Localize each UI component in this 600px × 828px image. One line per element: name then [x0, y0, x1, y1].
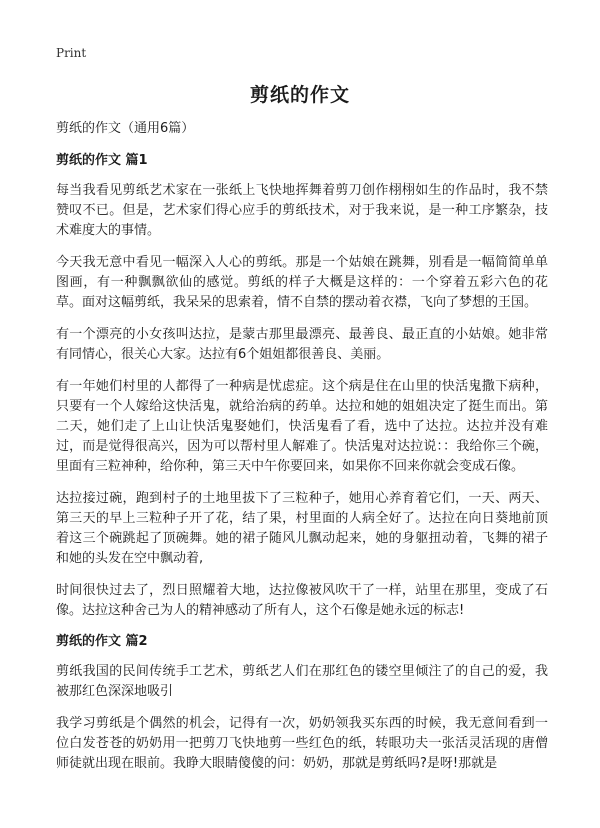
section-heading: 剪纸的作文 篇1 — [56, 153, 148, 168]
paragraph: 我学习剪纸是个偶然的机会，记得有一次，奶奶领我买东西的时候，我无意间看到一位白发苍苍的奶奶用一把剪刀飞快地剪一些红色的纸，转眼功夫一张活灵活现的唐僧师徒就出现在眼前。我睁大眼睛傻傻的问：奶奶，那就是剪纸吗?是呀!那就是 — [56, 716, 548, 771]
section-1 — [56, 152, 548, 621]
section-2 — [56, 633, 548, 774]
paragraph: 时间很快过去了，烈日照耀着大地，达拉像被风吹干了一样，站里在那里，变成了石像。达拉这种舍己为人的精神感动了所有人，这个石像是她永远的标志! — [56, 583, 548, 618]
section-heading: 剪纸的作文 篇2 — [56, 634, 148, 649]
paragraph: 剪纸我国的民间传统手工艺术，剪纸艺人们在那红色的镂空里倾注了的自己的爱，我被那红色深深地吸引 — [56, 664, 548, 699]
paragraph: 每当我看见剪纸艺术家在一张纸上飞快地挥舞着剪刀创作栩栩如生的作品时，我不禁赞叹不已。但是，艺术家们得心应手的剪纸技术，对于我来说，是一种工序繁杂，技术难度大的事情。 — [56, 183, 548, 238]
paragraph: 有一个漂亮的小女孩叫达拉，是蒙古那里最漂亮、最善良、最正直的小姑娘。她非常有同情心，很关心大家。达拉有6个姐姐都很善良、美丽。 — [56, 327, 548, 362]
document-subtitle: 剪纸的作文（通用6篇） — [56, 121, 195, 136]
paragraph: 今天我无意中看见一幅深入人心的剪纸。那是一个姑娘在跳舞，别看是一幅简简单单图画，有一种飘飘欲仙的感觉。剪纸的样子大概是这样的：一个穿着五彩六色的花草。面对这幅剪纸，我呆呆的思索着，情不自禁的摆动着衣襟，飞向了梦想的王国。 — [56, 255, 548, 310]
document-body — [56, 120, 548, 786]
print-label: Print — [56, 46, 87, 60]
paragraph: 达拉接过碗，跑到村子的土地里拔下了三粒种子，她用心养育着它们，一天、两天、第三天的早上三粒种子开了花，结了果，村里面的人病全好了。达拉在向日葵地前顶着这三个碗跳起了顶碗舞。她的裙子随风儿飘动起来，她的身躯扭动着，飞舞的裙子和她的头发在空中飘动着, — [56, 491, 548, 566]
page-title: 剪纸的作文 — [249, 84, 350, 106]
paragraph: 有一年她们村里的人都得了一种病是忧虑症。这个病是住在山里的快活鬼撒下病种，只要有一个人嫁给这快活鬼，就给治病的药单。达拉和她的姐姐决定了挺生而出。第二天，她们走了上山让快活鬼娶她们，快活鬼看了看，选中了达拉。达拉并没有难过，而是觉得很高兴，因为可以帮村里人解难了。快活鬼对达拉说：：我给你三个碗，里面有三粒神种，给你种，第三天中午你要回来，如果你不回来你就会变成石像。 — [56, 379, 548, 474]
